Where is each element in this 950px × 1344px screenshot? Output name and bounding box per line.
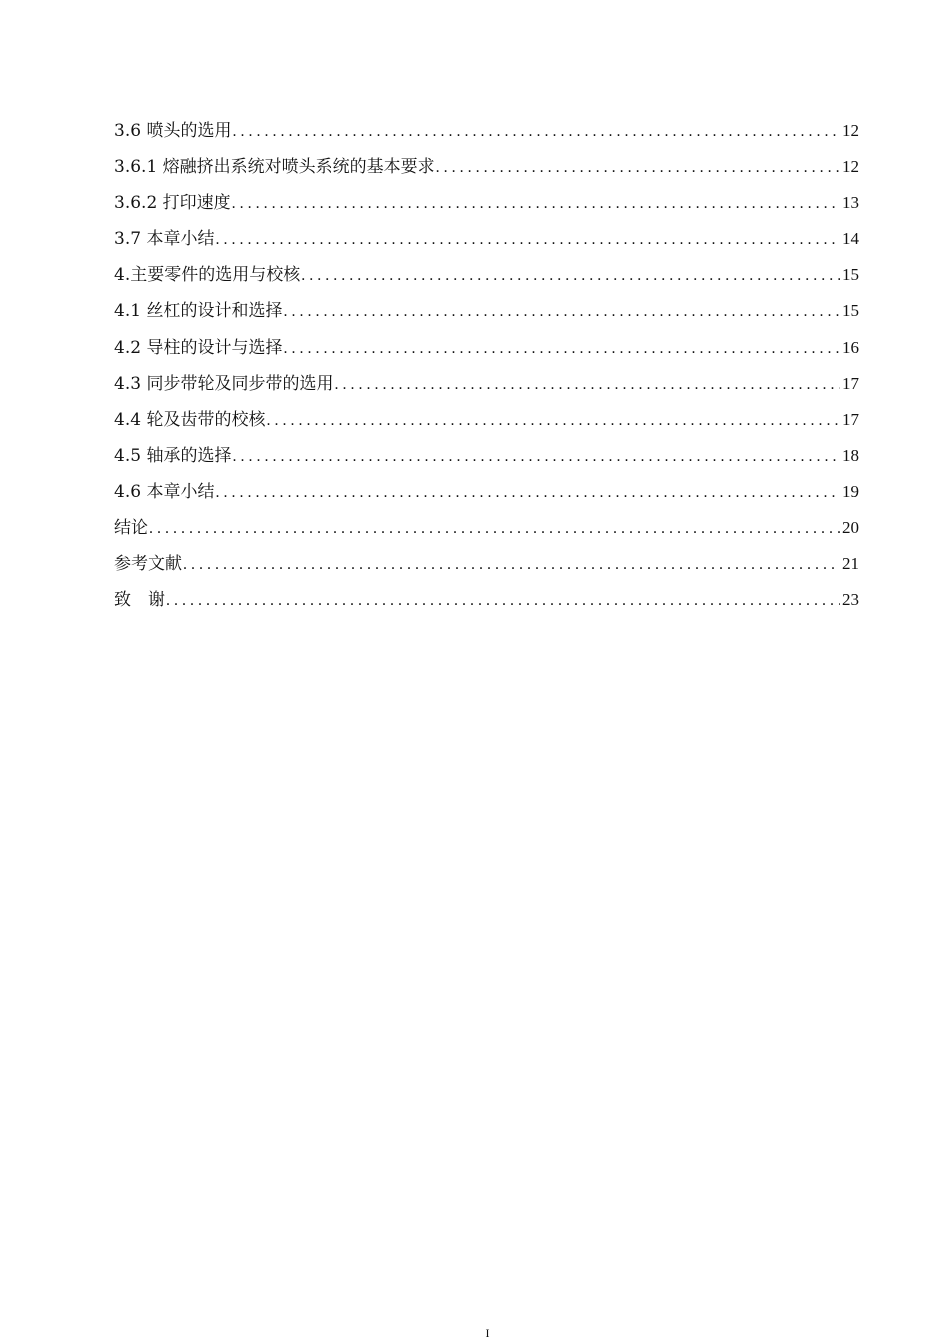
toc-entry-title: 参考文献	[114, 554, 182, 575]
toc-entry[interactable]	[114, 227, 859, 263]
toc-entry-page: 14	[842, 229, 859, 249]
toc-entry-title: 4.3 同步带轮及同步带的选用	[114, 373, 334, 394]
toc-leader-dots	[232, 192, 840, 216]
toc-entry-title: 4.6 本章小结	[114, 481, 215, 502]
table-of-contents	[114, 119, 859, 624]
toc-entry-title: 3.6.2 打印速度	[114, 193, 231, 214]
toc-entry-page: 20	[842, 518, 859, 538]
toc-entry-page: 18	[842, 445, 859, 465]
toc-entry[interactable]	[114, 336, 859, 372]
toc-entry-page: 23	[842, 590, 859, 610]
toc-leader-dots	[283, 300, 840, 324]
toc-entry-page: 17	[842, 373, 859, 393]
page-number: I	[485, 1326, 490, 1340]
toc-entry-title: 4.5 轴承的选择	[114, 445, 232, 466]
toc-entry-page: 12	[842, 121, 859, 140]
toc-leader-dots	[266, 409, 840, 433]
toc-entry-title: 4.主要零件的选用与校核	[114, 265, 301, 286]
toc-entry[interactable]	[114, 119, 859, 155]
toc-leader-dots	[301, 264, 840, 288]
toc-entry[interactable]	[114, 480, 859, 516]
toc-entry-page: 12	[842, 157, 859, 177]
toc-entry[interactable]	[114, 516, 859, 552]
toc-leader-dots	[232, 120, 840, 144]
toc-entry-page: 17	[842, 409, 859, 429]
toc-entry[interactable]	[114, 263, 859, 299]
toc-entry[interactable]	[114, 444, 859, 480]
toc-entry-title: 3.6.1 熔融挤出系统对喷头系统的基本要求	[114, 157, 435, 178]
toc-entry-title: 4.4 轮及齿带的校核	[114, 409, 266, 430]
toc-entry[interactable]	[114, 408, 859, 444]
toc-entry[interactable]	[114, 155, 859, 191]
toc-leader-dots	[183, 553, 840, 577]
toc-leader-dots	[283, 337, 840, 361]
toc-entry-page: 21	[842, 554, 859, 574]
toc-entry-title: 3.6 喷头的选用	[114, 121, 232, 141]
toc-entry[interactable]	[114, 191, 859, 227]
toc-entry-page: 15	[842, 265, 859, 285]
toc-entry[interactable]	[114, 372, 859, 408]
toc-leader-dots	[149, 517, 840, 541]
toc-entry-page: 13	[842, 193, 859, 213]
toc-entry-title: 4.1 丝杠的设计和选择	[114, 301, 283, 322]
toc-entry-title: 3.7 本章小结	[114, 229, 215, 250]
toc-entry[interactable]	[114, 299, 859, 335]
toc-leader-dots	[232, 445, 840, 469]
toc-entry-page: 15	[842, 301, 859, 321]
toc-leader-dots	[436, 156, 840, 180]
toc-entry-page: 16	[842, 337, 859, 357]
toc-entry-page: 19	[842, 481, 859, 501]
toc-entry[interactable]	[114, 588, 859, 624]
toc-leader-dots	[166, 589, 840, 613]
toc-leader-dots	[215, 481, 840, 505]
toc-entry-title: 结论	[114, 518, 148, 539]
toc-entry-title: 致 谢	[114, 590, 165, 611]
toc-leader-dots	[334, 373, 840, 397]
toc-entry[interactable]	[114, 552, 859, 588]
toc-entry-title: 4.2 导柱的设计与选择	[114, 337, 283, 358]
toc-leader-dots	[215, 228, 840, 252]
